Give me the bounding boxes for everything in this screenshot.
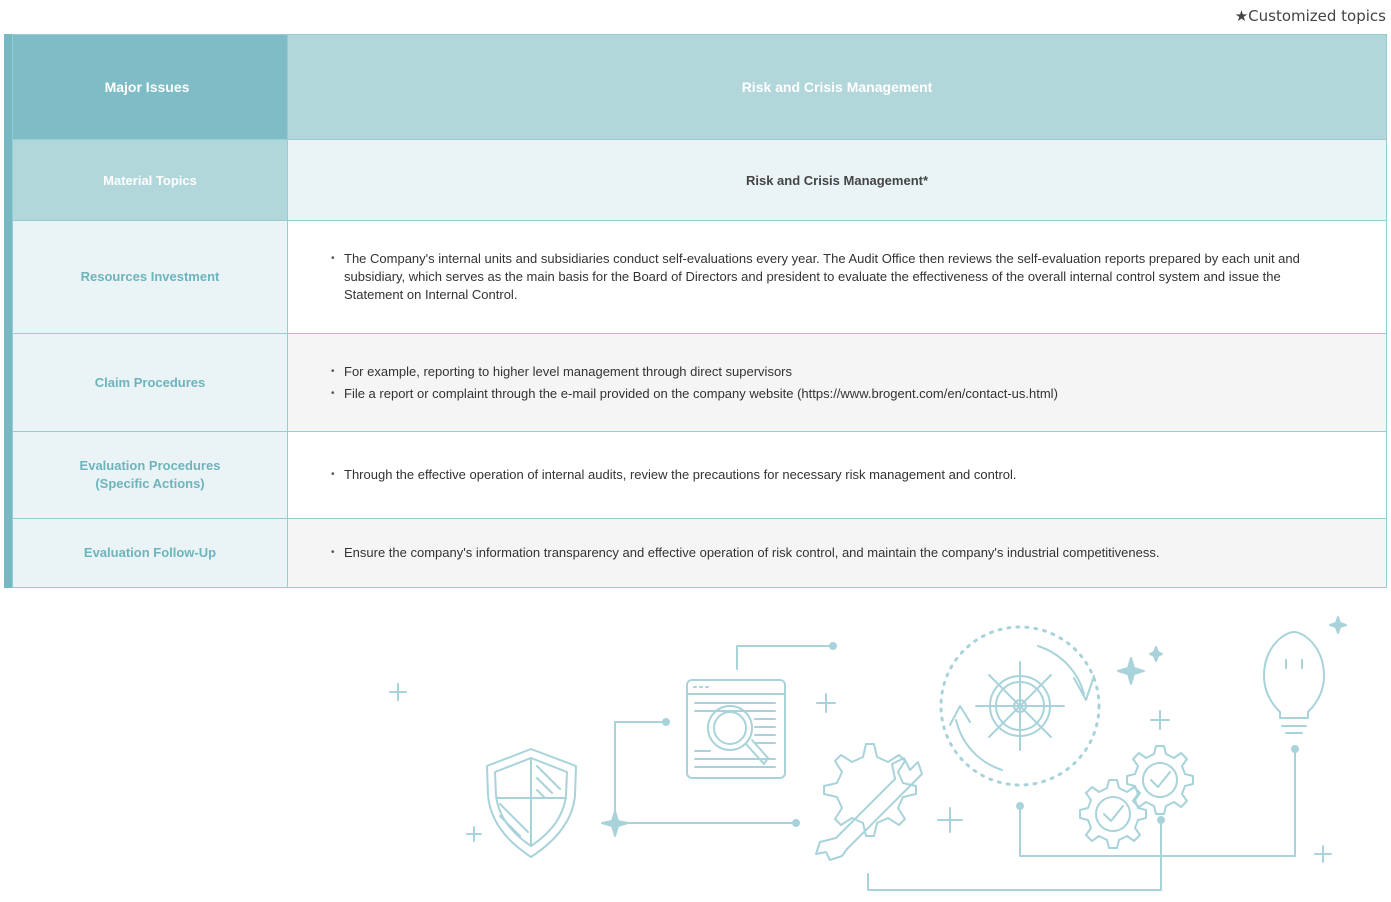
row-label-resources-investment: Resources Investment <box>13 221 288 334</box>
magnifier-document-icon <box>687 680 785 778</box>
row-content-resources-investment <box>288 221 1387 334</box>
row-label-evaluation-follow-up: Evaluation Follow-Up <box>13 519 288 588</box>
material-topics-row <box>13 140 1387 221</box>
lightbulb-icon <box>1264 632 1324 733</box>
header-row <box>13 35 1387 140</box>
material-topics-value: Risk and Crisis Management* <box>288 140 1387 221</box>
gears-check-icon <box>1080 746 1193 848</box>
list-item: • Through the effective operation of internal audits, review the precautions for necessary risk management and control. <box>344 466 1336 484</box>
risk-crisis-header: Risk and Crisis Management <box>288 35 1387 140</box>
row-label-claim-procedures: Claim Procedures <box>13 334 288 432</box>
row-content-claim-procedures <box>288 334 1387 432</box>
table-row <box>13 221 1387 334</box>
major-issues-header <box>13 35 288 140</box>
ship-wheel-icon <box>941 627 1099 785</box>
sparkle-icon <box>1118 617 1346 684</box>
row-content-evaluation-follow-up <box>288 519 1387 588</box>
customized-topics-note: ★Customized topics <box>1234 7 1386 25</box>
gear-wrench-icon <box>816 744 922 860</box>
table-row <box>13 334 1387 432</box>
material-topics-label: Material Topics <box>13 140 288 221</box>
list-item: • File a report or complaint through the e-mail provided on the company website (https://www.brogent.com/en/contact-us.html) <box>344 385 1336 403</box>
table-row <box>13 519 1387 588</box>
list-item: • Ensure the company's information transparency and effective operation of risk control, and maintain the company's industrial competitiveness. <box>344 544 1336 562</box>
major-issues-label: Major Issues <box>104 79 190 95</box>
row-label-line: Evaluation Procedures <box>79 458 221 473</box>
material-topics-table <box>4 34 1386 588</box>
risk-management-illustration <box>0 590 1391 902</box>
list-item: • For example, reporting to higher level management through direct supervisors <box>344 363 1336 381</box>
table-row <box>13 432 1387 519</box>
list-item: • The Company's internal units and subsidiaries conduct self-evaluations every year. The Audit Office then reviews the self-evaluation reports prepared by each unit and subsidiary, which serves as the main basis for the Board of Directors and president to evaluate the effectiveness of the overall internal control system and issue the Statement on Internal Control. <box>344 250 1336 304</box>
row-content-evaluation-procedures <box>288 432 1387 519</box>
row-label-line: (Specific Actions) <box>95 476 205 491</box>
sparkle-icon <box>602 811 628 836</box>
row-label-evaluation-procedures <box>13 432 288 519</box>
shield-icon <box>487 749 576 857</box>
